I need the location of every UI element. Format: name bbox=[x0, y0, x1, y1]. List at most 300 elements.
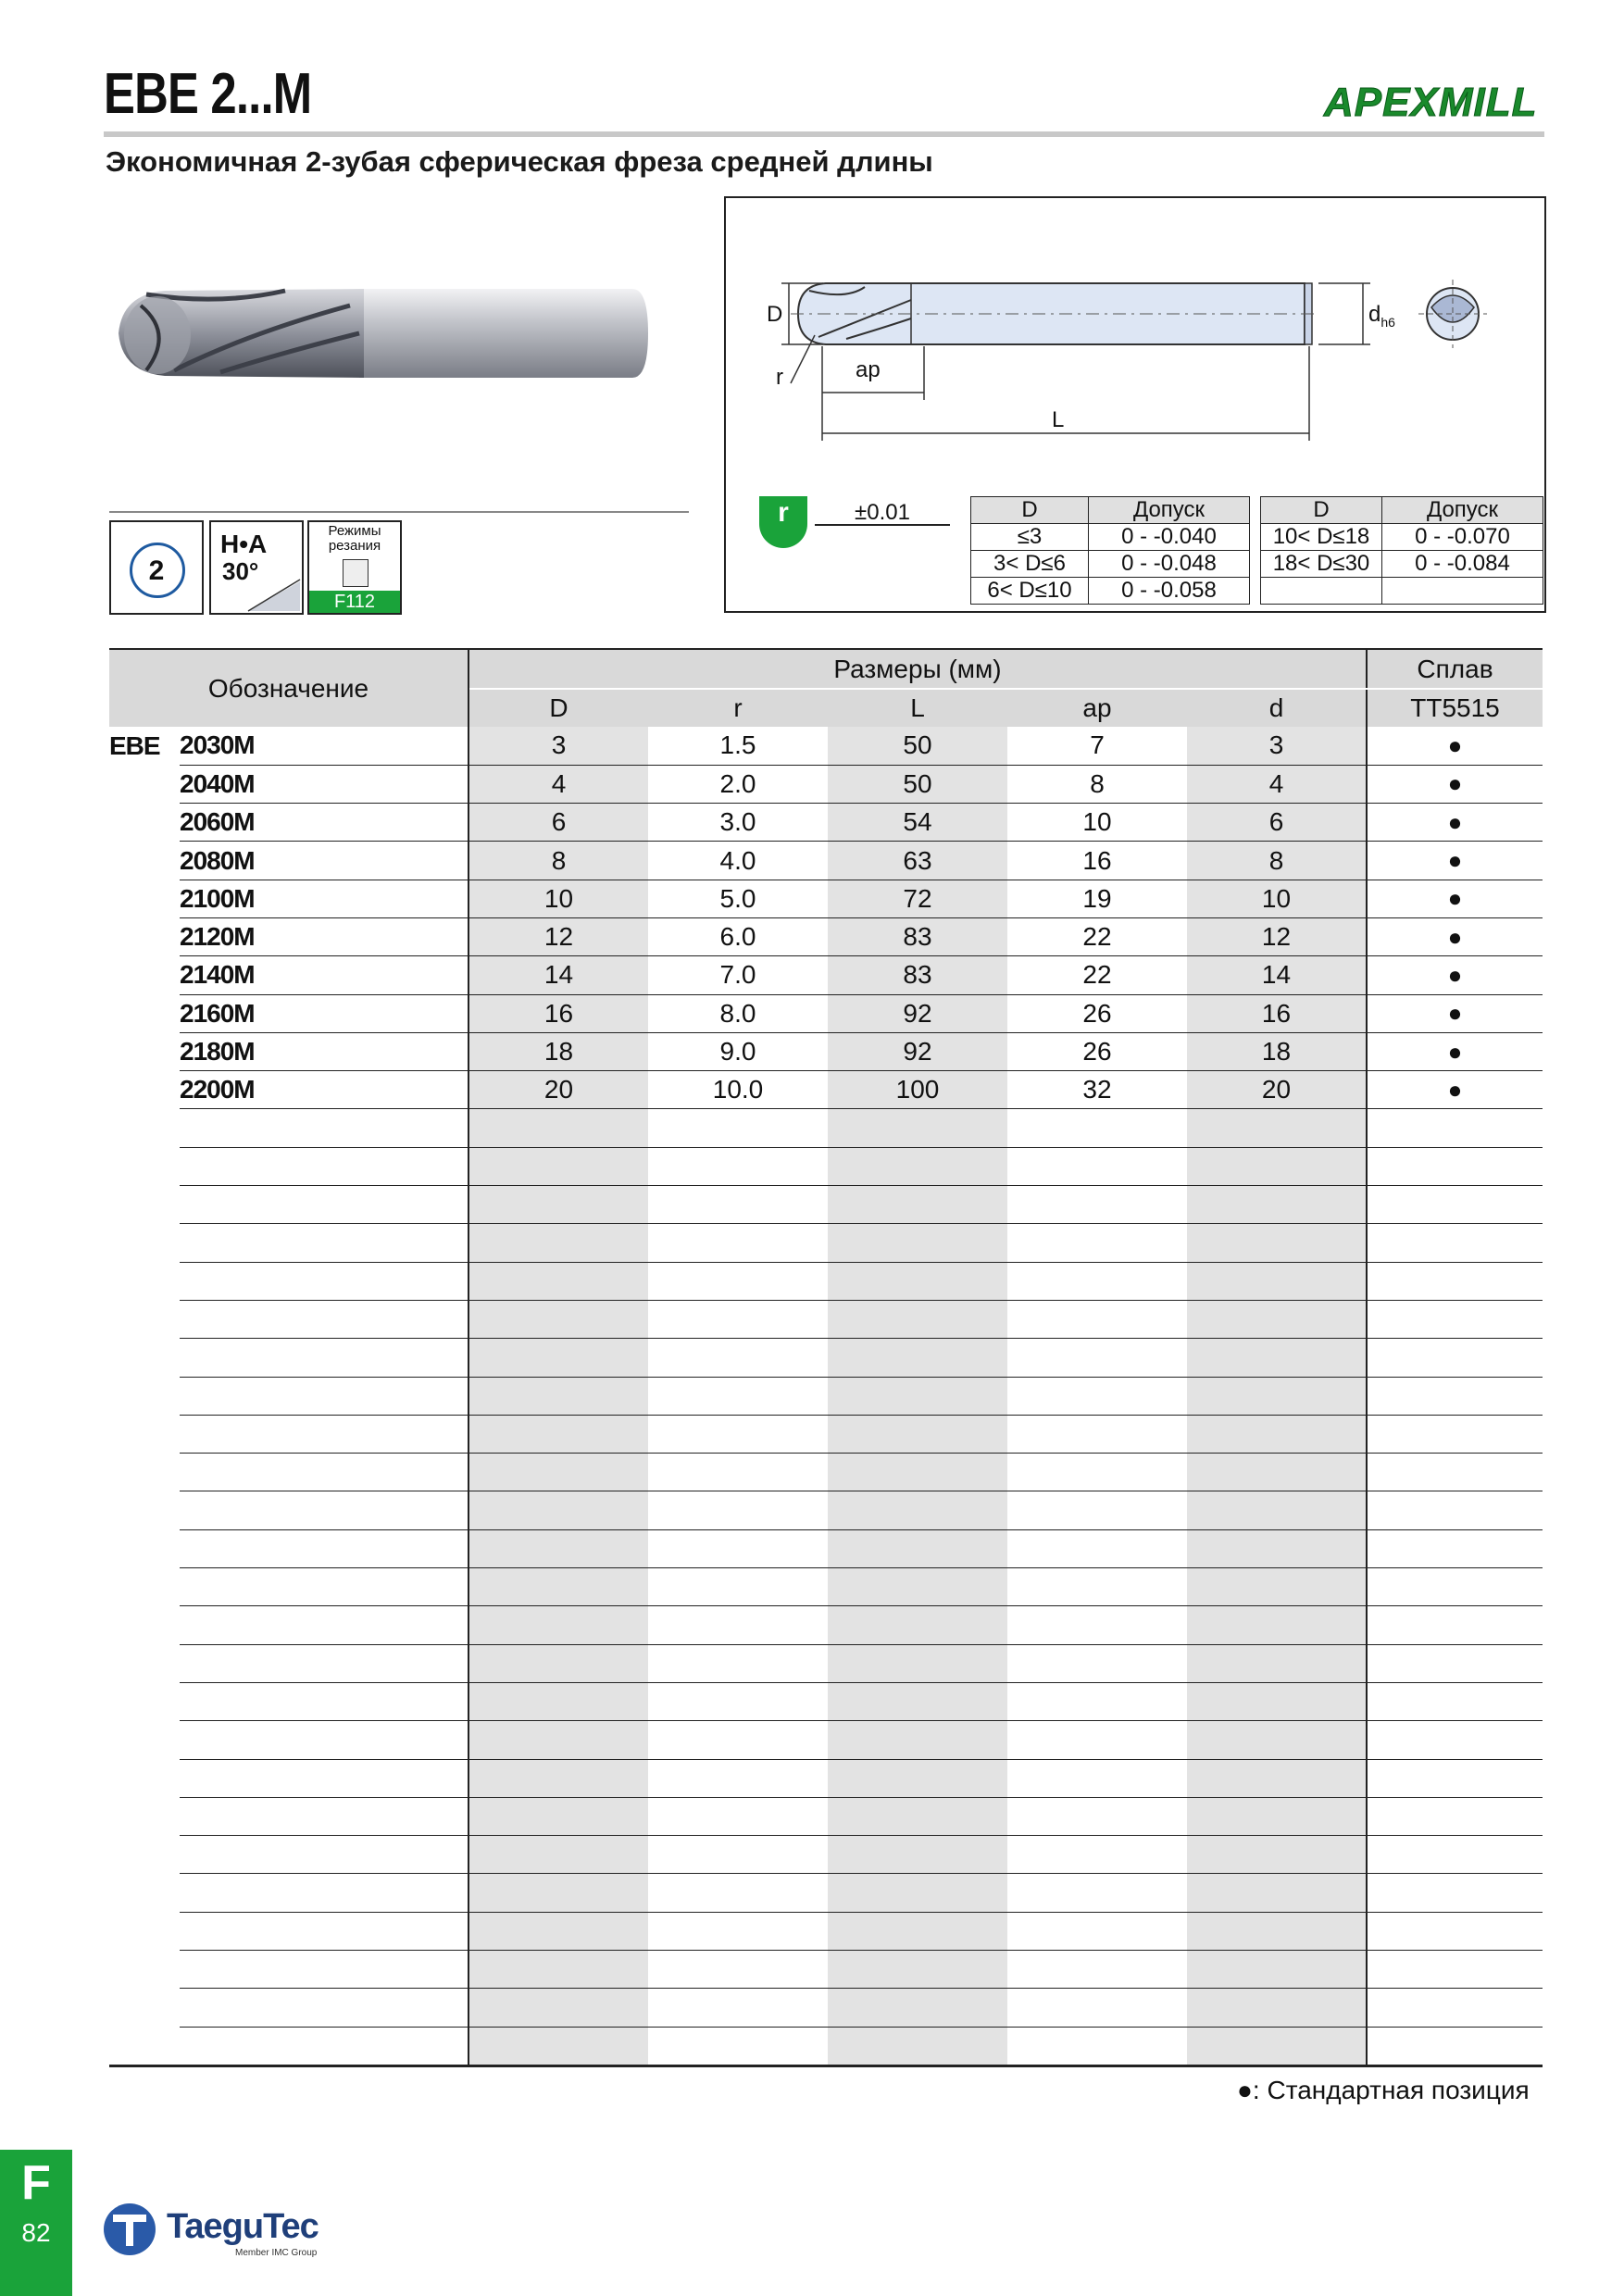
row-code bbox=[180, 1415, 468, 1453]
cell-r bbox=[648, 1912, 828, 1950]
helix-wedge-icon bbox=[211, 568, 302, 613]
tol-d: 3< D≤6 bbox=[971, 551, 1089, 578]
row-code bbox=[180, 1454, 468, 1491]
cell-ap: 22 bbox=[1007, 956, 1187, 994]
row-code bbox=[180, 1874, 468, 1912]
cell-stock: ● bbox=[1367, 804, 1543, 842]
row-code: 2120M bbox=[180, 917, 468, 955]
cell-D bbox=[468, 1186, 648, 1224]
table-row bbox=[109, 1951, 1543, 1989]
row-prefix bbox=[109, 1300, 180, 1338]
cell-d bbox=[1187, 2027, 1367, 2065]
cell-r bbox=[648, 1491, 828, 1529]
row-prefix bbox=[109, 765, 180, 803]
cell-ap: 26 bbox=[1007, 994, 1187, 1032]
table-row bbox=[109, 1606, 1543, 1644]
cell-L bbox=[828, 1644, 1007, 1682]
cell-stock: ● bbox=[1367, 956, 1543, 994]
cell-d: 18 bbox=[1187, 1032, 1367, 1070]
cell-ap: 19 bbox=[1007, 880, 1187, 917]
table-row bbox=[109, 1186, 1543, 1224]
cell-ap: 16 bbox=[1007, 842, 1187, 880]
row-prefix bbox=[109, 1032, 180, 1070]
table-row bbox=[109, 1109, 1543, 1147]
cell-d bbox=[1187, 1186, 1367, 1224]
table-row bbox=[109, 1377, 1543, 1415]
cell-r: 6.0 bbox=[648, 917, 828, 955]
cell-d bbox=[1187, 1147, 1367, 1185]
table-row bbox=[109, 1262, 1543, 1300]
row-prefix bbox=[109, 1491, 180, 1529]
cell-D bbox=[468, 1759, 648, 1797]
row-prefix bbox=[109, 1989, 180, 2027]
cell-ap bbox=[1007, 1300, 1187, 1338]
cell-d bbox=[1187, 1759, 1367, 1797]
cell-r: 3.0 bbox=[648, 804, 828, 842]
cell-d bbox=[1187, 1797, 1367, 1835]
row-code bbox=[180, 1147, 468, 1185]
cell-d bbox=[1187, 1224, 1367, 1262]
cell-D: 6 bbox=[468, 804, 648, 842]
table-row bbox=[109, 1989, 1543, 2027]
tol-header-tol: Допуск bbox=[1382, 497, 1543, 524]
cell-r bbox=[648, 1186, 828, 1224]
page-subtitle: Экономичная 2-зубая сферическая фреза средней длины bbox=[106, 145, 933, 178]
table-row bbox=[109, 1721, 1543, 1759]
notebook-icon bbox=[343, 559, 369, 587]
row-code: 2100M bbox=[180, 880, 468, 917]
cell-stock bbox=[1367, 1109, 1543, 1147]
tol-d: ≤3 bbox=[971, 524, 1089, 551]
cell-d: 20 bbox=[1187, 1071, 1367, 1109]
header-rule bbox=[104, 131, 1544, 137]
row-prefix bbox=[109, 1568, 180, 1606]
row-code bbox=[180, 1377, 468, 1415]
cell-r bbox=[648, 1682, 828, 1720]
cell-d: 16 bbox=[1187, 994, 1367, 1032]
cell-L: 92 bbox=[828, 1032, 1007, 1070]
flutes-icon bbox=[109, 520, 204, 615]
cell-r bbox=[648, 1339, 828, 1377]
row-prefix bbox=[109, 956, 180, 994]
cell-d bbox=[1187, 1836, 1367, 1874]
row-code: 2080M bbox=[180, 842, 468, 880]
table-row bbox=[109, 1224, 1543, 1262]
cell-stock bbox=[1367, 1759, 1543, 1797]
cell-r: 8.0 bbox=[648, 994, 828, 1032]
col-designation: Обозначение bbox=[109, 650, 468, 727]
col-r: r bbox=[648, 689, 828, 727]
cell-d: 8 bbox=[1187, 842, 1367, 880]
tol-value: 0 - -0.070 bbox=[1382, 524, 1543, 551]
cell-ap bbox=[1007, 1147, 1187, 1185]
cell-L bbox=[828, 1339, 1007, 1377]
row-prefix bbox=[109, 994, 180, 1032]
row-code: 2200M bbox=[180, 1071, 468, 1109]
cell-d bbox=[1187, 1454, 1367, 1491]
tol-d: 10< D≤18 bbox=[1261, 524, 1382, 551]
cell-ap bbox=[1007, 1606, 1187, 1644]
cell-stock bbox=[1367, 1644, 1543, 1682]
cell-stock: ● bbox=[1367, 727, 1543, 765]
cell-stock bbox=[1367, 1606, 1543, 1644]
row-code bbox=[180, 1721, 468, 1759]
cell-ap bbox=[1007, 1874, 1187, 1912]
cell-d: 12 bbox=[1187, 917, 1367, 955]
cell-stock: ● bbox=[1367, 994, 1543, 1032]
cell-L: 54 bbox=[828, 804, 1007, 842]
row-code bbox=[180, 1989, 468, 2027]
cell-L bbox=[828, 1721, 1007, 1759]
table-row bbox=[109, 994, 1543, 1032]
row-code bbox=[180, 2027, 468, 2065]
cell-ap bbox=[1007, 1224, 1187, 1262]
cell-D bbox=[468, 1721, 648, 1759]
row-prefix bbox=[109, 1759, 180, 1797]
table-row bbox=[109, 1529, 1543, 1567]
row-prefix bbox=[109, 1224, 180, 1262]
cell-ap bbox=[1007, 1491, 1187, 1529]
cell-stock bbox=[1367, 1224, 1543, 1262]
row-code bbox=[180, 1682, 468, 1720]
cell-r bbox=[648, 1529, 828, 1567]
cell-D bbox=[468, 1951, 648, 1989]
cell-L bbox=[828, 1415, 1007, 1453]
row-prefix bbox=[109, 1339, 180, 1377]
cell-ap bbox=[1007, 1912, 1187, 1950]
row-code: 2160M bbox=[180, 994, 468, 1032]
cell-ap bbox=[1007, 1529, 1187, 1567]
table-row bbox=[109, 1682, 1543, 1720]
label-dh6 bbox=[1368, 302, 1395, 330]
row-prefix bbox=[109, 1682, 180, 1720]
cell-L bbox=[828, 1759, 1007, 1797]
cell-L bbox=[828, 1606, 1007, 1644]
cell-d: 4 bbox=[1187, 765, 1367, 803]
tol-value: 0 - -0.084 bbox=[1382, 551, 1543, 578]
cell-L: 83 bbox=[828, 956, 1007, 994]
cell-d: 10 bbox=[1187, 880, 1367, 917]
cell-ap bbox=[1007, 1682, 1187, 1720]
cell-D: 16 bbox=[468, 994, 648, 1032]
row-code bbox=[180, 1568, 468, 1606]
table-row bbox=[109, 1797, 1543, 1835]
cell-r: 9.0 bbox=[648, 1032, 828, 1070]
label-dh6-main: d bbox=[1368, 302, 1381, 327]
cell-stock bbox=[1367, 1262, 1543, 1300]
tol-header-tol: Допуск bbox=[1089, 497, 1250, 524]
r-tolerance-value: ±0.01 bbox=[815, 500, 950, 526]
cell-D: 14 bbox=[468, 956, 648, 994]
helix-angle-icon bbox=[209, 520, 304, 615]
tol-d bbox=[1261, 578, 1382, 605]
table-row bbox=[109, 1032, 1543, 1070]
cell-ap bbox=[1007, 1721, 1187, 1759]
cell-d bbox=[1187, 1300, 1367, 1338]
legend-symbol: ● bbox=[1237, 2076, 1253, 2104]
cell-D bbox=[468, 1377, 648, 1415]
cell-L: 92 bbox=[828, 994, 1007, 1032]
cell-L bbox=[828, 1147, 1007, 1185]
cell-d: 3 bbox=[1187, 727, 1367, 765]
table-row bbox=[109, 1568, 1543, 1606]
cell-r bbox=[648, 1759, 828, 1797]
cell-r bbox=[648, 1568, 828, 1606]
cell-d bbox=[1187, 1377, 1367, 1415]
cell-ap bbox=[1007, 1759, 1187, 1797]
cell-d bbox=[1187, 1644, 1367, 1682]
cell-ap bbox=[1007, 1568, 1187, 1606]
cell-r bbox=[648, 1721, 828, 1759]
col-L: L bbox=[828, 689, 1007, 727]
row-prefix bbox=[109, 2027, 180, 2065]
row-prefix bbox=[109, 1951, 180, 1989]
cell-stock: ● bbox=[1367, 880, 1543, 917]
cell-ap bbox=[1007, 1644, 1187, 1682]
cell-L bbox=[828, 2027, 1007, 2065]
col-ap: ap bbox=[1007, 689, 1187, 727]
row-prefix bbox=[109, 1797, 180, 1835]
cell-d bbox=[1187, 1989, 1367, 2027]
cell-stock bbox=[1367, 1415, 1543, 1453]
tolerance-table-left bbox=[970, 496, 1250, 605]
cell-stock bbox=[1367, 1874, 1543, 1912]
r-tolerance-icon bbox=[759, 496, 807, 548]
row-prefix bbox=[109, 842, 180, 880]
cell-L bbox=[828, 1951, 1007, 1989]
cell-stock bbox=[1367, 1568, 1543, 1606]
cell-L: 100 bbox=[828, 1071, 1007, 1109]
cell-ap bbox=[1007, 1109, 1187, 1147]
cell-D: 20 bbox=[468, 1071, 648, 1109]
cell-D: 8 bbox=[468, 842, 648, 880]
row-prefix bbox=[109, 1262, 180, 1300]
label-dh6-sub: h6 bbox=[1380, 314, 1395, 330]
cell-r: 5.0 bbox=[648, 880, 828, 917]
table-row bbox=[109, 1874, 1543, 1912]
row-code bbox=[180, 1224, 468, 1262]
row-prefix bbox=[109, 1644, 180, 1682]
cell-D bbox=[468, 1989, 648, 2027]
col-d: d bbox=[1187, 689, 1367, 727]
row-prefix bbox=[109, 1836, 180, 1874]
cell-ap bbox=[1007, 1797, 1187, 1835]
cell-D bbox=[468, 1300, 648, 1338]
end-mill-photo bbox=[109, 268, 656, 398]
col-alloy-tt5515: TT5515 bbox=[1367, 689, 1543, 727]
row-prefix bbox=[109, 804, 180, 842]
cell-ap bbox=[1007, 1339, 1187, 1377]
label-r: r bbox=[776, 365, 783, 390]
cell-L bbox=[828, 1568, 1007, 1606]
cell-r: 7.0 bbox=[648, 956, 828, 994]
cell-L bbox=[828, 1454, 1007, 1491]
cell-stock bbox=[1367, 1682, 1543, 1720]
cell-L bbox=[828, 1109, 1007, 1147]
cell-ap bbox=[1007, 1415, 1187, 1453]
cell-ap: 8 bbox=[1007, 765, 1187, 803]
cell-D bbox=[468, 1836, 648, 1874]
cell-r: 2.0 bbox=[648, 765, 828, 803]
photo-divider bbox=[109, 511, 689, 513]
col-group-alloy: Сплав bbox=[1367, 650, 1543, 689]
row-code bbox=[180, 1759, 468, 1797]
cell-stock bbox=[1367, 1300, 1543, 1338]
cell-D bbox=[468, 1262, 648, 1300]
tol-d: 6< D≤10 bbox=[971, 578, 1089, 605]
cell-d bbox=[1187, 1109, 1367, 1147]
cell-D: 12 bbox=[468, 917, 648, 955]
tol-value: 0 - -0.040 bbox=[1089, 524, 1250, 551]
cell-D bbox=[468, 1644, 648, 1682]
col-group-dims: Размеры (мм) bbox=[468, 650, 1367, 689]
cell-L bbox=[828, 1682, 1007, 1720]
table-row bbox=[109, 727, 1543, 765]
cell-stock bbox=[1367, 1147, 1543, 1185]
label-D: D bbox=[767, 302, 783, 327]
cell-D: 18 bbox=[468, 1032, 648, 1070]
cell-r bbox=[648, 1262, 828, 1300]
cell-d bbox=[1187, 1339, 1367, 1377]
cell-r bbox=[648, 1874, 828, 1912]
cell-L: 50 bbox=[828, 765, 1007, 803]
cell-d bbox=[1187, 1491, 1367, 1529]
row-prefix bbox=[109, 1415, 180, 1453]
label-ap: ap bbox=[856, 357, 881, 382]
product-table bbox=[109, 650, 1543, 2065]
cell-r bbox=[648, 1951, 828, 1989]
cell-d bbox=[1187, 1568, 1367, 1606]
cell-r bbox=[648, 1836, 828, 1874]
cell-D bbox=[468, 1491, 648, 1529]
taegutec-logo-icon bbox=[104, 2203, 159, 2255]
cell-ap bbox=[1007, 1951, 1187, 1989]
row-prefix bbox=[109, 880, 180, 917]
cell-r bbox=[648, 1147, 828, 1185]
table-row bbox=[109, 1147, 1543, 1185]
cutting-data-ref: F112 bbox=[309, 591, 400, 613]
flutes-count: 2 bbox=[148, 555, 165, 586]
cell-D bbox=[468, 2027, 648, 2065]
cell-D: 10 bbox=[468, 880, 648, 917]
cell-r: 1.5 bbox=[648, 727, 828, 765]
row-prefix bbox=[109, 1109, 180, 1147]
cell-L: 50 bbox=[828, 727, 1007, 765]
label-L: L bbox=[1052, 407, 1065, 432]
cell-ap bbox=[1007, 2027, 1187, 2065]
cell-r bbox=[648, 1797, 828, 1835]
row-prefix: EBE bbox=[109, 730, 160, 760]
table-row bbox=[109, 1300, 1543, 1338]
table-row bbox=[109, 917, 1543, 955]
cell-ap: 26 bbox=[1007, 1032, 1187, 1070]
cell-stock bbox=[1367, 1797, 1543, 1835]
row-prefix bbox=[109, 917, 180, 955]
legend bbox=[1237, 2076, 1530, 2105]
row-prefix bbox=[109, 1147, 180, 1185]
page-title: EBE 2...M bbox=[104, 62, 312, 126]
row-code bbox=[180, 1186, 468, 1224]
cell-stock bbox=[1367, 1721, 1543, 1759]
row-prefix bbox=[109, 1606, 180, 1644]
row-code: 2140M bbox=[180, 956, 468, 994]
table-row bbox=[109, 1454, 1543, 1491]
apexmill-logo: APEXMILL bbox=[1324, 80, 1538, 125]
cell-d bbox=[1187, 1912, 1367, 1950]
cell-ap bbox=[1007, 1454, 1187, 1491]
row-code bbox=[180, 1300, 468, 1338]
row-code bbox=[180, 1836, 468, 1874]
tol-header-d: D bbox=[971, 497, 1089, 524]
tol-value: 0 - -0.048 bbox=[1089, 551, 1250, 578]
cell-L bbox=[828, 1491, 1007, 1529]
cell-stock bbox=[1367, 1529, 1543, 1567]
tolerance-table-right bbox=[1260, 496, 1543, 605]
cell-ap: 7 bbox=[1007, 727, 1187, 765]
cell-L: 72 bbox=[828, 880, 1007, 917]
cell-stock bbox=[1367, 1339, 1543, 1377]
table-row bbox=[109, 880, 1543, 917]
table-row bbox=[109, 1644, 1543, 1682]
table-row bbox=[109, 956, 1543, 994]
cell-d bbox=[1187, 1951, 1367, 1989]
cell-L: 63 bbox=[828, 842, 1007, 880]
cell-D: 4 bbox=[468, 765, 648, 803]
cell-stock bbox=[1367, 1377, 1543, 1415]
cutting-data-icon[interactable] bbox=[307, 520, 402, 615]
cell-D bbox=[468, 1339, 648, 1377]
cell-d bbox=[1187, 1262, 1367, 1300]
table-row bbox=[109, 804, 1543, 842]
row-code bbox=[180, 1797, 468, 1835]
cell-L bbox=[828, 1529, 1007, 1567]
cell-d bbox=[1187, 1529, 1367, 1567]
row-code: 2180M bbox=[180, 1032, 468, 1070]
cell-L bbox=[828, 1262, 1007, 1300]
cell-d bbox=[1187, 1874, 1367, 1912]
company-subtitle: Member IMC Group bbox=[235, 2248, 318, 2258]
table-row bbox=[109, 1071, 1543, 1109]
cell-stock bbox=[1367, 1989, 1543, 2027]
cell-L bbox=[828, 1377, 1007, 1415]
table-row bbox=[109, 1759, 1543, 1797]
cell-r bbox=[648, 1377, 828, 1415]
table-bottom-rule bbox=[109, 2065, 1543, 2067]
tol-value bbox=[1382, 578, 1543, 605]
cell-L bbox=[828, 1989, 1007, 2027]
row-code bbox=[180, 1262, 468, 1300]
cell-L bbox=[828, 1797, 1007, 1835]
cell-L bbox=[828, 1224, 1007, 1262]
cell-stock: ● bbox=[1367, 917, 1543, 955]
cell-r bbox=[648, 1224, 828, 1262]
cell-D bbox=[468, 1147, 648, 1185]
cell-r bbox=[648, 1606, 828, 1644]
table-row bbox=[109, 1491, 1543, 1529]
cell-d bbox=[1187, 1415, 1367, 1453]
cell-stock bbox=[1367, 1186, 1543, 1224]
cell-L bbox=[828, 1874, 1007, 1912]
cell-ap: 10 bbox=[1007, 804, 1187, 842]
cell-D bbox=[468, 1682, 648, 1720]
table-row bbox=[109, 765, 1543, 803]
cell-ap: 32 bbox=[1007, 1071, 1187, 1109]
cell-d bbox=[1187, 1682, 1367, 1720]
cell-stock: ● bbox=[1367, 1071, 1543, 1109]
table-row bbox=[109, 1836, 1543, 1874]
cell-D bbox=[468, 1224, 648, 1262]
cell-ap bbox=[1007, 1989, 1187, 2027]
